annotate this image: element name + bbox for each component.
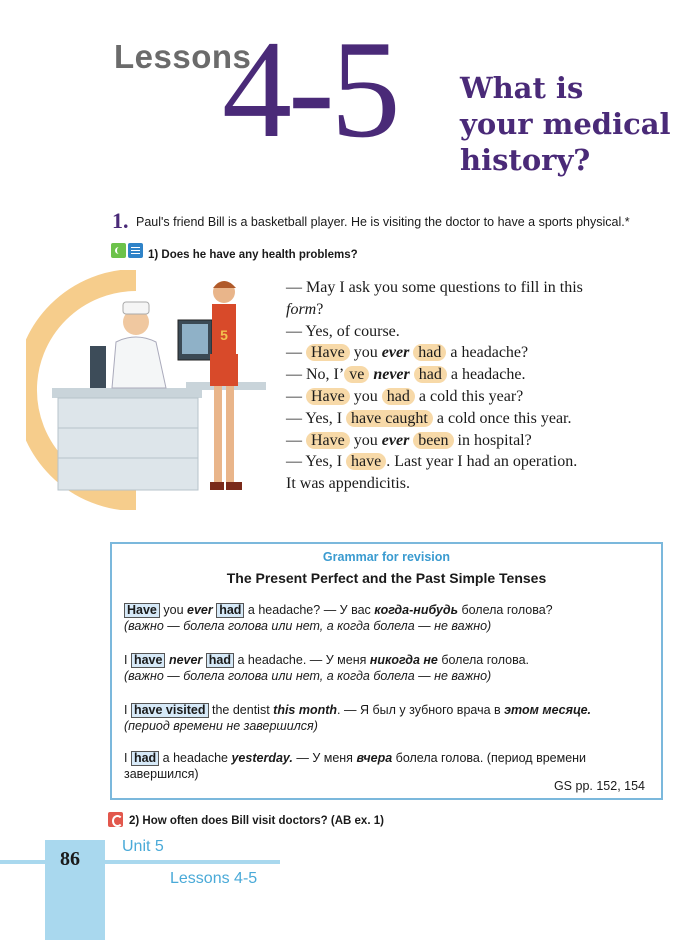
dialogue-text: a headache? [446, 344, 529, 362]
emphasis-ru: никогда не [369, 653, 438, 667]
player-shorts [210, 354, 238, 386]
lesson-number: 4-5 [222, 12, 397, 167]
example-text: I [124, 703, 131, 717]
highlight-had: had [413, 344, 446, 361]
unit-label: Unit 5 [122, 838, 164, 855]
dialogue-line [286, 430, 696, 452]
dialogue-text: you [349, 344, 382, 362]
exercise-1-intro [112, 208, 630, 234]
lessons-label: Lessons 4-5 [170, 870, 258, 887]
doctor-chair [90, 346, 106, 388]
dialogue-text: in hospital? [453, 431, 532, 449]
dialogue-text: — Yes, I [286, 409, 347, 427]
example-note: (период времени не завершился) [124, 719, 318, 733]
example-text: болела голова. (период времени [392, 751, 587, 765]
dialogue-text: you [349, 387, 382, 405]
example-text: I [124, 751, 131, 765]
dialogue-text: — Yes, I [286, 453, 347, 471]
book-icon [128, 243, 143, 258]
desk-top [52, 388, 202, 398]
grammar-example-2 [124, 652, 529, 684]
example-text: a headache [159, 751, 232, 765]
dialogue-line [286, 408, 696, 430]
dialogue-line [286, 299, 696, 321]
dialogue-line [286, 473, 696, 495]
dialogue-text: — [286, 387, 306, 405]
dialogue-text: ? [316, 300, 324, 318]
example-text: болела голова. [437, 653, 530, 667]
grammar-example-1 [124, 602, 553, 634]
boxed-have: have [131, 653, 166, 668]
example-text: the dentist [208, 703, 274, 717]
highlight-ve: ve [344, 366, 369, 383]
grammar-reference: GS pp. 152, 154 [553, 779, 645, 793]
highlight-have: Have [306, 388, 350, 405]
dialogue [286, 277, 696, 495]
grammar-example-3 [124, 702, 591, 734]
grammar-label: Grammar for revision [322, 550, 451, 564]
doctor-cap [123, 302, 149, 314]
page-title [460, 70, 671, 178]
highlight-had: had [382, 388, 415, 405]
question-1: 1) Does he have any health problems? [148, 249, 358, 261]
audio-icon[interactable] [111, 243, 126, 258]
highlight-have-caught: have caught [346, 410, 433, 427]
highlight-have: have [346, 453, 386, 470]
dialogue-line [286, 386, 696, 408]
boxed-have: Have [124, 603, 160, 618]
example-text: a headache. — У меня [234, 653, 370, 667]
dialogue-line [286, 364, 696, 386]
dialogue-text: you [349, 431, 382, 449]
emphasis-ru: этом месяце. [504, 703, 592, 717]
boxed-have-visited: have visited [131, 703, 209, 718]
dialogue-line [286, 277, 696, 299]
exercise-intro-text: Paul's friend Bill is a basketball player. He is visiting the doctor to have a sports physical.* [135, 215, 630, 229]
lessons-word: Lessons [114, 38, 252, 75]
doctor-illustration [26, 270, 288, 510]
example-text: — У меня [292, 751, 357, 765]
example-text: I [124, 653, 131, 667]
emphasis-ever: ever [381, 344, 410, 362]
highlight-have: Have [306, 432, 350, 449]
page-number: 86 [60, 848, 80, 870]
grammar-title: The Present Perfect and the Past Simple Tenses [226, 570, 547, 586]
example-text: болела голова? [458, 603, 553, 617]
title-line-1: What is [460, 71, 584, 105]
dialogue-text: — No, I’ [286, 366, 345, 384]
example-note: (важно — болела голова или нет, а когда болела — не важно) [124, 619, 492, 633]
highlight-had: had [414, 366, 447, 383]
example-text: you [159, 603, 187, 617]
boxed-had: had [131, 751, 159, 766]
svg-text:5: 5 [220, 327, 228, 343]
emphasis-ru: вчера [356, 751, 393, 765]
desk-front [58, 398, 198, 490]
boxed-had: had [206, 653, 234, 668]
highlight-been: been [413, 432, 453, 449]
dialogue-text: a headache. [446, 366, 526, 384]
boxed-had: had [216, 603, 244, 618]
emphasis-never: never [373, 366, 410, 384]
title-line-2: your medical [460, 107, 671, 141]
emphasis-ru: когда-нибудь [374, 603, 458, 617]
dialogue-line [286, 451, 696, 473]
dialogue-text: a cold once this year. [432, 409, 572, 427]
workbook-icon [108, 812, 123, 827]
example-note: завершился) [124, 767, 199, 781]
exercise-number: 1. [112, 208, 129, 233]
dialogue-text: — [286, 344, 306, 362]
highlight-have: Have [306, 344, 350, 361]
emphasis-ever: ever [187, 603, 213, 617]
emphasis-this-month: this month [273, 703, 338, 717]
emphasis-never: never [168, 653, 203, 667]
exercise-icons [111, 243, 143, 258]
form-word: form [286, 300, 317, 318]
dialogue-text: . Last year I had an operation. [386, 453, 578, 471]
grammar-example-4 [124, 750, 586, 782]
doctor-coat [112, 337, 166, 388]
dialogue-text: — May I ask you some questions to fill in this [286, 279, 583, 296]
dialogue-line [286, 321, 696, 343]
emphasis-yesterday: yesterday. [231, 751, 293, 765]
emphasis-ever: ever [381, 431, 410, 449]
dialogue-text: — [286, 431, 306, 449]
footer-band [0, 860, 280, 864]
example-note: (важно — болела голова или нет, а когда болела — не важно) [124, 669, 492, 683]
dialogue-text: — Yes, of course. [286, 322, 400, 340]
question-2: 2) How often does Bill visit doctors? (AB ex. 1) [129, 815, 384, 827]
title-line-3: history? [460, 143, 591, 177]
example-text: . — Я был у зубного врача в [337, 703, 505, 717]
dialogue-text: a cold this year? [414, 387, 524, 405]
example-text: a headache? — У вас [244, 603, 375, 617]
dialogue-text: It was appendicitis. [286, 475, 410, 493]
dialogue-line [286, 342, 696, 364]
grammar-box [110, 542, 663, 800]
